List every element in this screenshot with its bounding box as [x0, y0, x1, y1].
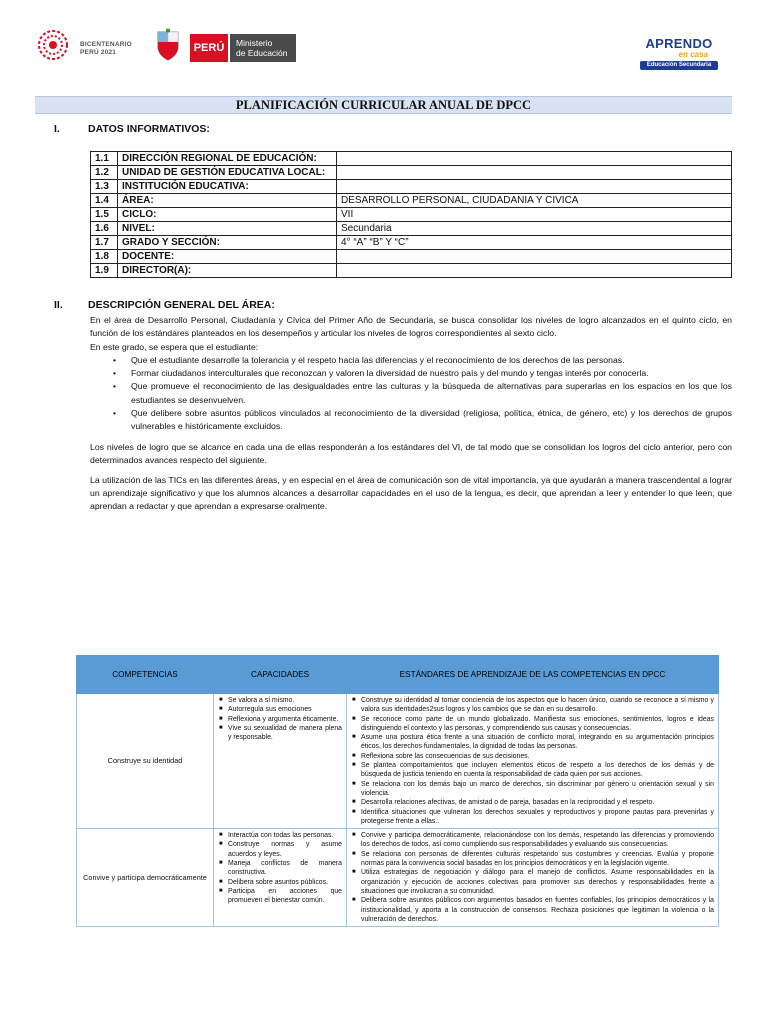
capacidad-item: ■ Se valora a sí mismo.	[219, 697, 295, 704]
estandar-item: ■ Identifica situaciones que vulneran los derechos sexuales y reproductivos y propone pautas para prevenirlas y protegerse frente a ellas..	[352, 808, 714, 825]
estandar-item: ■ Construye su identidad al tomar conciencia de los aspectos que lo hacen único, cuando se reconoce a sí mismo y valora sus identidades2sus logros y los cambios que se dan en su desarrollo.	[352, 697, 714, 714]
info-number: 1.3	[91, 180, 118, 194]
capacidad-item: ■ Vive su sexualidad de manera plena y responsable.	[219, 724, 342, 742]
estandar-item: ■ Se relaciona con los demás bajo un marco de derechos, sin discriminar por género u orientación sexual y sin violencia.	[352, 780, 714, 797]
info-row	[91, 194, 732, 208]
aprendo-label: APRENDO	[645, 36, 713, 51]
estandar-item: ■ Se plantea comportamientos que incluyen elementos éticos de respeto a los derechos de los demás y de búsqueda de justicia teniendo en cuenta la responsabilidad de cada quien por sus acciones.	[352, 762, 714, 779]
info-number: 1.9	[91, 264, 118, 278]
info-label: INSTITUCIÓN EDUCATIVA:	[118, 180, 337, 194]
estandar-item: ■ Se relaciona con personas de diferentes culturas respetando sus costumbres y creencias. Evalúa y propone normas para la convivencia social basadas en los principios democráticos y en la legislación vigente.	[352, 850, 714, 868]
info-row	[91, 236, 732, 250]
info-label: DOCENTE:	[118, 250, 337, 264]
info-row	[91, 180, 732, 194]
description-paragraph-1: En el área de Desarrollo Personal, Ciudadanía y Cívica del Primer Año de Secundaria, se busca consolidar los niveles de logro alcanzados en el quinto ciclo, en función de los estándares planteados en los desempeños y articular los niveles de logros correspondientes al sexto ciclo.	[90, 315, 732, 339]
capacidades-cell	[214, 829, 347, 927]
estandar-item: ■ Utiliza estrategias de negociación y diálogo para el manejo de conflictos. Asume responsabilidades en la organización y ejecución de acciones colectivas para promover sus derechos y responsabilidades frente a situaciones que involucran a su comunidad.	[352, 869, 714, 895]
section-2-title: DESCRIPCIÓN GENERAL DEL ÁREA:	[88, 299, 275, 311]
info-row	[91, 166, 732, 180]
info-label: NIVEL:	[118, 222, 337, 236]
info-value	[337, 180, 732, 194]
capacidad-item: ■ Autorregula sus emociones	[219, 706, 312, 714]
capacidad-item: ■ Construye normas y asume acuerdos y leyes.	[219, 841, 342, 858]
square-bullet-icon: ■	[219, 832, 223, 839]
info-label: CICLO:	[118, 208, 337, 222]
capacidad-item: ■ Delibera sobre asuntos públicos.	[219, 878, 328, 886]
info-row	[91, 264, 732, 278]
square-bullet-icon: ■	[352, 752, 356, 759]
description-paragraph-3: Los niveles de logro que se alcance en cada una de ellas responderán a los estándares del VI, de tal modo que se consolidan los logros del ciclo anterior, pero con determinados avances respecto del siguiente.	[90, 442, 732, 466]
section-1-number: I.	[54, 123, 60, 135]
description-paragraph-2: En este grado, se espera que el estudiante:	[90, 342, 259, 352]
square-bullet-icon: ■	[352, 715, 356, 722]
bicentenario-label: BICENTENARIO PERÚ 2021	[80, 41, 132, 56]
estandares-cell	[347, 829, 719, 927]
square-bullet-icon: ■	[219, 860, 223, 867]
ministerio-label: Ministerio de Educación	[230, 34, 296, 62]
info-number: 1.1	[91, 152, 118, 166]
capacidad-item: ■ Interactúa con todas las personas.	[219, 832, 334, 840]
description-bullet	[90, 354, 732, 367]
info-value: 4° “A” “B” Y “C”	[337, 236, 732, 250]
competencias-table	[76, 655, 719, 927]
bullet-icon: •	[113, 407, 117, 418]
bullet-icon: •	[113, 381, 117, 392]
description-bullet	[90, 380, 732, 406]
competencia-row	[77, 829, 719, 927]
square-bullet-icon: ■	[352, 808, 356, 815]
info-value	[337, 166, 732, 180]
info-row	[91, 208, 732, 222]
square-bullet-icon: ■	[352, 780, 356, 787]
info-value	[337, 152, 732, 166]
capacidad-item: ■ Reflexiona y argumenta éticamente.	[219, 715, 339, 723]
peru-coat-of-arms-icon	[155, 28, 181, 62]
square-bullet-icon: ■	[219, 697, 223, 703]
competencia-name: Construye su identidad	[77, 694, 214, 829]
capacidad-item: ■ Maneja conflictos de manera constructiva.	[219, 860, 342, 877]
section-2-number: II.	[54, 299, 63, 311]
info-value	[337, 264, 732, 278]
info-value	[337, 250, 732, 264]
square-bullet-icon: ■	[352, 762, 356, 769]
square-bullet-icon: ■	[219, 878, 223, 885]
estandar-item: ■ Convive y participa democráticamente, relacionándose con los demás, respetando las diferencias y promoviendo los derechos de todos, así como cumpliendo sus responsabilidades y evaluando sus consecuencias.	[352, 832, 714, 849]
bullet-icon: •	[113, 368, 117, 379]
description-paragraph-4: La utilización de las TICs en las diferentes áreas, y en especial en el área de comunicación son de vital importancia, ya que ayudarán a manera trascendental a lograr un aprendizaje significativo y que los alumnos alcances a desarrollar capacidades en el uso de la lengua, es decir, que aprendan a leer y entender lo que leen, que aprendan a redactar y que aprendan a expresarse oralmente.	[90, 475, 732, 512]
square-bullet-icon: ■	[219, 887, 223, 894]
header-estandares: ESTÁNDARES DE APRENDIZAJE DE LAS COMPETENCIAS EN DPCC	[347, 656, 719, 694]
info-number: 1.6	[91, 222, 118, 236]
description-bullet	[90, 407, 732, 433]
info-value: VII	[337, 208, 732, 222]
info-number: 1.8	[91, 250, 118, 264]
info-label: ÁREA:	[118, 194, 337, 208]
square-bullet-icon: ■	[352, 832, 356, 839]
estandar-item: ■ Reflexiona sobre las consecuencias de sus decisiones.	[352, 752, 530, 760]
info-label: UNIDAD DE GESTIÓN EDUCATIVA LOCAL:	[118, 166, 337, 180]
info-value: Secundaria	[337, 222, 732, 236]
bullet-text: Que promueve el reconocimiento de las desigualdades entre las culturas y la búsqueda de alternativas para superarlas en los espacios en los que los estudiantes se desenvuelven.	[131, 381, 732, 405]
peru-label: PERÚ	[190, 34, 228, 62]
square-bullet-icon: ■	[219, 706, 223, 713]
square-bullet-icon: ■	[219, 841, 223, 848]
estandar-item: ■ Delibera sobre asuntos públicos con argumentos basados en fuentes confiables, los principios democráticos y la institucionalidad, y aporta a la construcción de consensos. Rechaza posiciones que legitiman la violencia o la vulneración de derechos.	[352, 897, 714, 923]
square-bullet-icon: ■	[219, 724, 223, 731]
square-bullet-icon: ■	[352, 869, 356, 876]
square-bullet-icon: ■	[352, 799, 356, 806]
bullet-text: Formar ciudadanos interculturales que reconozcan y valoren la diversidad de nuestro país y del mundo y tengas interés por conocerla.	[131, 368, 649, 379]
square-bullet-icon: ■	[352, 697, 356, 703]
bicentenario-emblem-icon	[36, 28, 70, 62]
description-bullet	[90, 367, 732, 380]
info-label: DIRECTOR(A):	[118, 264, 337, 278]
capacidades-cell	[214, 694, 347, 829]
bullet-icon: •	[113, 355, 117, 365]
datos-informativos-table	[90, 151, 732, 278]
info-number: 1.5	[91, 208, 118, 222]
secundaria-badge: Educación Secundaria	[640, 61, 718, 70]
square-bullet-icon: ■	[352, 850, 356, 857]
aprendo-en-casa-logo	[640, 37, 718, 70]
header-competencias: COMPETENCIAS	[77, 656, 214, 694]
en-casa-label: en casa	[678, 50, 708, 59]
header-capacidades: CAPACIDADES	[214, 656, 347, 694]
capacidad-item: ■ Participa en acciones que promueven el bienestar común.	[219, 887, 342, 905]
info-row	[91, 152, 732, 166]
bullet-text: Que el estudiante desarrolle la tolerancia y el respeto hacia las diferencias y el reconocimiento de los derechos de las personas.	[131, 355, 625, 365]
info-number: 1.4	[91, 194, 118, 208]
description-bullets	[90, 354, 732, 433]
info-number: 1.2	[91, 166, 118, 180]
estandar-item: ■ Asume una postura ética frente a una situación de conflicto moral, integrando en su argumentación principios éticos, los derechos fundamentales, la dignidad de todas las personas.	[352, 734, 714, 751]
estandar-item: ■ Desarrolla relaciones afectivas, de amistad o de pareja, basadas en la reciprocidad y el respeto.	[352, 799, 655, 807]
square-bullet-icon: ■	[352, 734, 356, 741]
info-label: GRADO Y SECCIÓN:	[118, 236, 337, 250]
square-bullet-icon: ■	[219, 715, 223, 722]
info-row	[91, 250, 732, 264]
square-bullet-icon: ■	[352, 897, 356, 904]
bullet-text: Que delibere sobre asuntos públicos vinculados al reconocimiento de la diversidad (religiosa, política, étnica, de género, etc) y los derechos de grupos vulnerables e históricamente excluidos.	[131, 407, 732, 432]
info-label: DIRECCIÓN REGIONAL DE EDUCACIÓN:	[118, 152, 337, 166]
estandar-item: ■ Se reconoce como parte de un mundo globalizado. Manifiesta sus emociones, sentimientos, logros e ideas distinguiendo el contexto y las personas, y comprendiendo sus causas y consecuencias.	[352, 715, 714, 732]
competencia-row	[77, 694, 719, 829]
estandares-cell	[347, 694, 719, 829]
info-value: DESARROLLO PERSONAL, CIUDADANIA Y CIVICA	[337, 194, 732, 208]
competencia-name: Convive y participa democráticamente	[77, 829, 214, 927]
page-title: PLANIFICACIÓN CURRICULAR ANUAL DE DPCC	[35, 96, 732, 114]
bicentenario-logo	[36, 28, 146, 68]
info-number: 1.7	[91, 236, 118, 250]
info-row	[91, 222, 732, 236]
section-1-title: DATOS INFORMATIVOS:	[88, 123, 210, 135]
